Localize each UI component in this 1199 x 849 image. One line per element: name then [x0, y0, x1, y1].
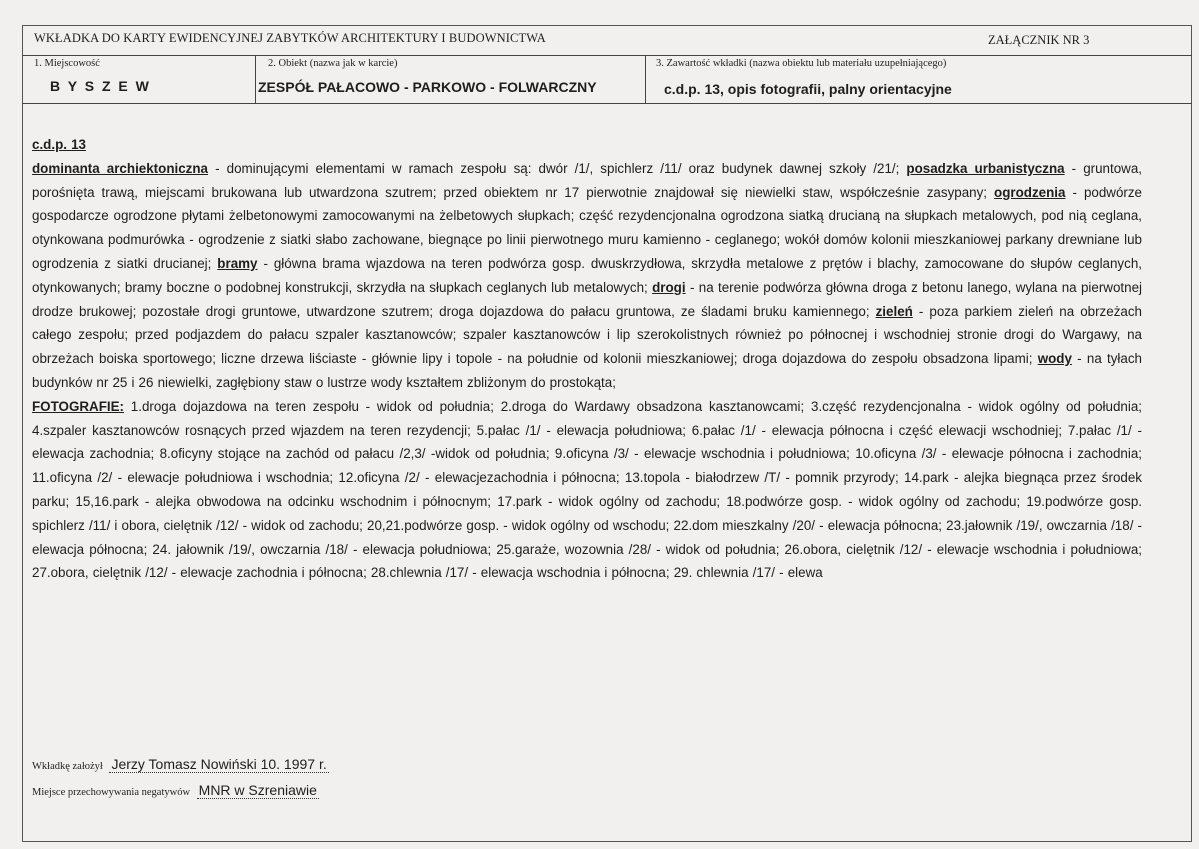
storage-row: [32, 782, 319, 798]
divider: [22, 55, 1192, 56]
keyword-label: ogrodzenia: [994, 184, 1066, 200]
place-label: 1. Miejscowość: [34, 58, 100, 69]
author-row: [32, 756, 329, 772]
annex-number: ZAŁĄCZNIK NR 3: [988, 33, 1090, 47]
keyword-label: bramy: [217, 255, 258, 271]
keyword-label: drogi: [652, 279, 686, 295]
object-value: ZESPÓŁ PAŁACOWO - PARKOWO - FOLWARCZNY: [258, 79, 597, 95]
keyword-label: zieleń: [875, 303, 913, 319]
photographs-paragraph: [32, 395, 1142, 585]
text-run: - na tyłach budynków nr 25 i 26 niewielki, zagłębiony staw o lustrze wody kształtem zbliżonym do prostokąta;: [32, 351, 1142, 390]
divider: [22, 103, 1192, 104]
text-run: - dominującymi elementami w ramach zespołu są: dwór /1/, spichlerz /11/ oraz budynek dawnej szkoły /21/;: [208, 160, 907, 176]
storage-value: MNR w Szreniawie: [198, 782, 317, 798]
place-value: B Y S Z E W: [50, 78, 151, 94]
divider: [255, 55, 256, 103]
author-label: Wkładkę założył: [32, 761, 103, 772]
object-label: 2. Obiekt (nazwa jak w karcie): [268, 58, 398, 69]
text-run: 1.droga dojazdowa na teren zespołu - widok od południa; 2.droga do Wardawy obsadzona kasztanowcami; 3.część rezydencjonalna - widok ogólny od południa; 4.szpaler kasztanowców rosnących przed wjazdem na teren rezydencji; 5.pałac /1/ - elewacja południowa; 6.pałac /1/ - elewacja północna i część elewacji wschodniej; 7.pałac /1/ - elewacja zachodnia; 8.oficyny stojące na zachód od pałacu /2,3/ -widok od południa; 9.oficyna /3/ - elewacje wschodnia i południowa; 10.oficyna /3/ - elewacje północna i zachodnia; 11.oficyna /2/ - elewacje południowa i wschodnia; 12.oficyna /2/ - elewacjezachodnia i północna; 13.topola - białodrzew /T/ - pomnik przyrody; 14.park - alejka biegnąca przez środek parku; 15,16.park - alejka obwodowa na odcinku wschodnim i północnym; 17.park - widok ogólny od zachodu; 18.podwórze gosp. - widok ogólny od zachodu; 19.podwórze gosp. spichlerz /11/ i obora, cielętnik /12/ - widok od zachodu; 20,21.podwórze gosp. - widok ogólny od wschodu; 22.dom mieszkalny /20/ - elewacja północna; 23.jałownik /19/, owczarnia /18/ - elewacja północna; 24. jałownik /19/, owczarnia /18/ - elewacja południowa; 25.garaże, wozownia /28/ - widok od południa; 26.obora, cielętnik /12/ - elewacje wschodnia i południowa; 27.obora, cielętnik /12/ - elewacje zachodnia i północna; 28.chlewnia /17/ - elewacja wschodnia i północna; 29. chlewnia /17/ - elewa: [32, 398, 1142, 581]
text-run: - na terenie podwórza główna droga z betonu lanego, wylana na pierwotnej drodze brukowej; pozostałe drogi gruntowe, utwardzone szutrem; droga dojazdowa do pałacu gruntowa, ze śladami bruku kamiennego;: [32, 279, 1143, 319]
text-run: - gruntowa, porośnięta trawą, miejscami brukowana lub utwardzona szutrem; przed obiektem nr 17 pierwotnie znajdował się niewielki staw, współcześnie zasypany;: [32, 160, 1143, 200]
keyword-label: wody: [1037, 351, 1072, 367]
description-body: [32, 133, 1142, 585]
keyword-label: dominanta archiektoniczna: [32, 160, 208, 176]
keyword-label: posadzka urbanistyczna: [906, 160, 1065, 176]
author-value: Jerzy Tomasz Nowiński 10. 1997 r.: [111, 756, 327, 772]
contents-value: c.d.p. 13, opis fotografii, palny orientacyjne: [664, 81, 952, 97]
text-run: - główna brama wjazdowa na teren podwórza gosp. dwuskrzydłowa, skrzydła metalowe z prętów i blachy, zamocowane do słupów ceglanych, otynkowanych; bramy boczne o podobnej konstrukcji, skrzydła na słupkach ceglanych lub metalowych;: [32, 255, 1142, 295]
storage-label: Miejsce przechowywania negatywów: [32, 787, 191, 798]
text-run: - poza parkiem zieleń na obrzeżach całego zespołu; przed podjazdem do pałacu szpaler kasztanowców; szpaler kasztanowców i lip szerokolistnych również po północnej i wschodniej stronie drogi do Wargawy, na obrzeżach boiska sportowego; liczne drzewa liściaste - głównie lipy i topole - na południe od kolonii mieszkaniowej; droga dojazdowa do zespołu obsadzona lipami;: [32, 303, 1142, 367]
description-paragraph: [32, 157, 1142, 395]
divider: [645, 55, 646, 103]
section-heading: c.d.p. 13: [32, 137, 86, 152]
text-run: - podwórze gospodarcze ogrodzone płytami żelbetonowymi zamocowanymi na żelbetowych słupkach; część rezydencjonalna ogrodzona siatką drucianą na słupkach metalowych, pod nią ceglana, otynkowana podmurówka - ogrodzenie z siatki słabo zachowane, biegnące po linii pierwotnego muru kamienno - ceglanego; wokół domów kolonii mieszkaniowej parkany drewniane lub ogrodzenia z siatki drucianej;: [32, 184, 1143, 271]
keyword-label: FOTOGRAFIE:: [32, 398, 124, 414]
contents-label: 3. Zawartość wkładki (nazwa obiektu lub materiału uzupełniającego): [656, 58, 947, 69]
form-title: WKŁADKA DO KARTY EWIDENCYJNEJ ZABYTKÓW ARCHITEKTURY I BUDOWNICTWA: [34, 31, 546, 45]
